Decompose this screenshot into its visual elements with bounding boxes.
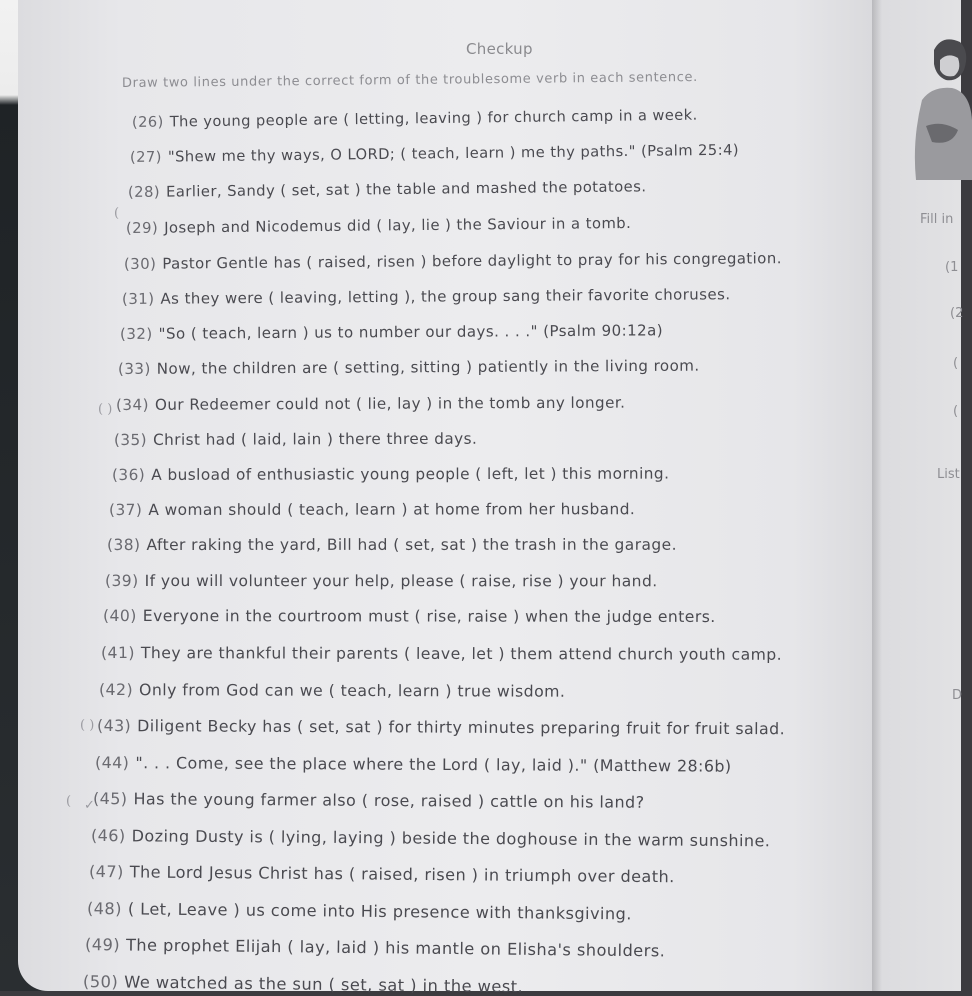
sentence-number: (50) [82, 971, 119, 992]
sentence-number: (47) [88, 862, 124, 882]
sentence-number: (45) [92, 789, 128, 809]
sentence-text: "So ( teach, learn ) us to number our days. . . ." (Psalm 90:12a) [158, 321, 663, 343]
sentence-text: ". . . Come, see the place where the Lord ( lay, laid )." (Matthew 28:6b) [135, 753, 732, 776]
sentence-number: (31) [121, 289, 155, 308]
sentence-number: (27) [129, 148, 162, 167]
facing-item-text: ( [953, 356, 959, 371]
sentence-text: A woman should ( teach, learn ) at home from her husband. [148, 500, 636, 520]
sentence-item [109, 500, 635, 519]
sentence-text: They are thankful their parents ( leave, let ) them attend church youth camp. [141, 643, 783, 665]
sentence-number: (28) [127, 184, 161, 202]
sentence-number: (36) [111, 465, 145, 484]
sentence-number: (40) [103, 606, 138, 625]
sentence-number: (42) [99, 679, 134, 699]
sentence-text: The prophet Elijah ( lay, laid ) his mantle on Elisha's shoulders. [125, 935, 666, 961]
sentence-number: (48) [86, 898, 122, 919]
sentence-number: (29) [125, 219, 159, 237]
facing-d-text: D [952, 688, 963, 703]
margin-mark: ( [114, 206, 120, 221]
sentence-text: Christ had ( laid, lain ) there three days. [152, 429, 477, 449]
sentence-number: (41) [101, 643, 136, 663]
sentence-number: (46) [90, 825, 126, 846]
sentence-number: (38) [107, 536, 141, 555]
sentence-number: (43) [97, 716, 132, 736]
sentence-number: (37) [109, 501, 143, 520]
sentence-text: Diligent Becky has ( set, sat ) for thirty minutes preparing fruit for fruit salad. [137, 716, 786, 739]
sentence-text: Dozing Dusty is ( lying, laying ) beside the doghouse in the warm sunshine. [131, 826, 771, 851]
sentence-text: The Lord Jesus Christ has ( raised, risen ) in triumph over death. [129, 862, 675, 887]
sentence-number: (44) [95, 752, 130, 772]
sentence-number: (33) [117, 360, 151, 379]
sentence-text: Only from God can we ( teach, learn ) true wisdom. [139, 679, 566, 701]
sentence-item [105, 572, 658, 590]
cartoon-figure-icon [912, 30, 972, 180]
sentence-text: A busload of enthusiastic young people ( left, let ) this morning. [150, 464, 669, 484]
sentence-item [116, 393, 625, 413]
margin-mark: ( ) [98, 402, 113, 417]
sentence-number: (49) [84, 935, 120, 955]
sentence-text: Joseph and Nicodemus did ( lay, lie ) the Saviour in a tomb. [163, 214, 632, 237]
sentence-text: We watched as the sun ( set, sat ) in the west. [123, 972, 524, 996]
margin-mark: ( ) [80, 718, 95, 733]
sentence-text: Earlier, Sandy ( set, sat ) the table and mashed the potatoes. [165, 178, 647, 201]
sentence-number: (39) [105, 571, 139, 590]
sentence-item [114, 429, 477, 448]
sentence-number: (32) [119, 324, 153, 344]
sentence-text: Everyone in the courtroom must ( rise, raise ) when the judge enters. [143, 606, 716, 626]
sentence-text: If you will volunteer your help, please ( raise, rise ) your hand. [144, 571, 658, 590]
facing-fill-in-text: Fill in [920, 212, 954, 227]
sentence-text: Has the young farmer also ( rose, raised ) cattle on his land? [133, 789, 645, 813]
sentence-item [97, 716, 785, 738]
sentence-text: The young people are ( letting, leaving ) for church camp in a week. [169, 106, 698, 131]
sentence-number: (35) [113, 430, 147, 449]
margin-mark: ( [66, 794, 72, 809]
sentence-item [107, 536, 677, 554]
instruction-text: Draw two lines under the correct form of the troublesome verb in each sentence. [121, 69, 698, 91]
sentence-number: (26) [131, 113, 164, 131]
facing-item-text: (2 [950, 306, 964, 321]
facing-list-text: List [937, 467, 960, 482]
sentence-text: After raking the yard, Bill had ( set, sat ) the trash in the garage. [146, 536, 678, 555]
sentence-text: Now, the children are ( setting, sitting ) patiently in the living room. [156, 357, 700, 379]
sentence-text: As they were ( leaving, letting ), the group sang their favorite choruses. [160, 285, 731, 308]
sentence-item [101, 643, 782, 664]
sentence-text: Our Redeemer could not ( lie, lay ) in the tomb any longer. [154, 393, 626, 414]
sentence-number: (30) [123, 254, 157, 273]
sentence-text: "Shew me thy ways, O LORD; ( teach, learn ) me thy paths." (Psalm 25:4) [167, 141, 740, 166]
sentence-item [111, 465, 668, 484]
sentence-text: Pastor Gentle has ( raised, risen ) before daylight to pray for his congregation. [162, 248, 782, 273]
facing-item-text: (1 [945, 260, 959, 275]
sentence-item [95, 753, 732, 776]
facing-item-text: ( [953, 404, 959, 419]
sentence-text: ( Let, Leave ) us come into His presence with thanksgiving. [127, 899, 632, 924]
page-title: Checkup [466, 40, 533, 58]
sentence-item [103, 607, 716, 626]
sentence-item [99, 680, 565, 701]
sentence-number: (34) [115, 395, 149, 414]
check-mark-icon: ✓ [84, 798, 95, 813]
